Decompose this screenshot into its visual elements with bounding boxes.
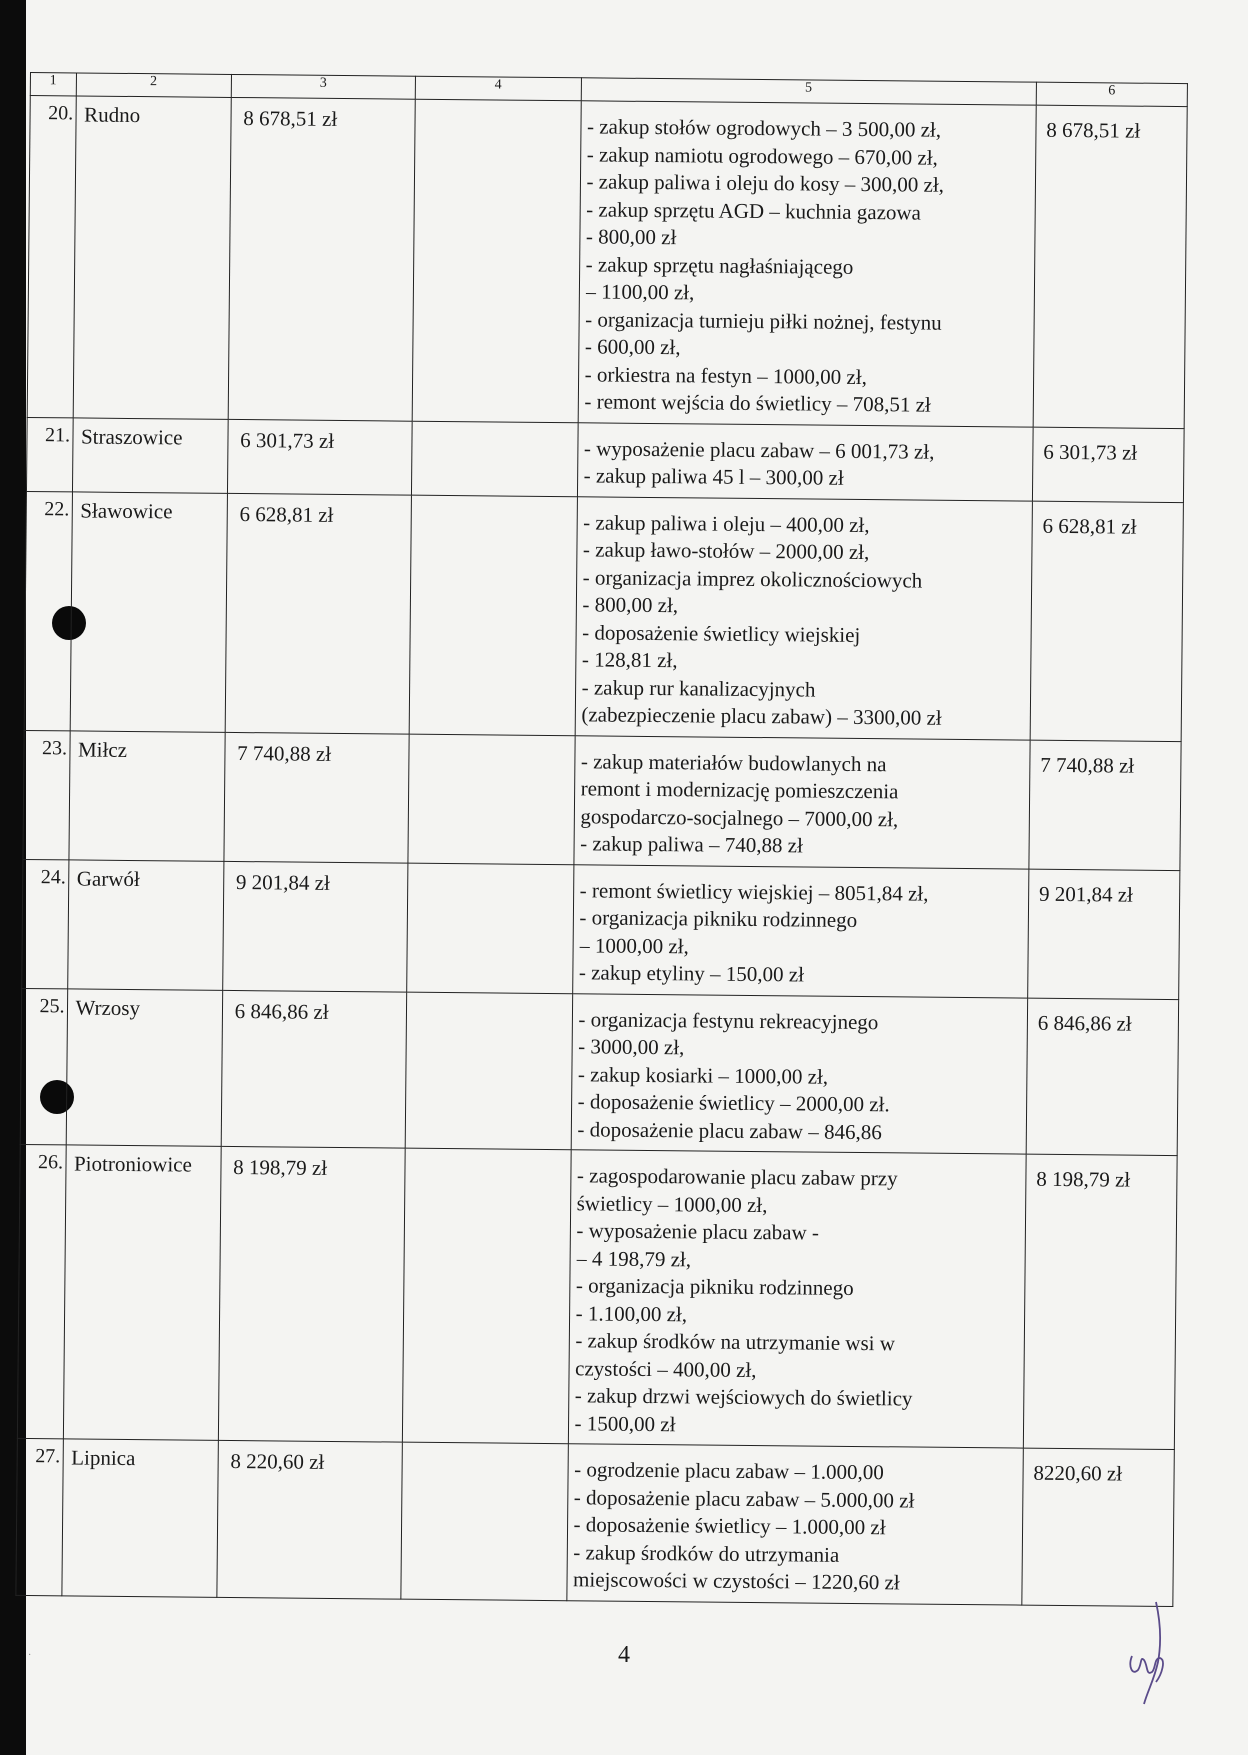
- allocated-amount: 7 740,88 zł: [224, 732, 409, 863]
- expense-item: - zakup namiotu ogrodowego – 670,00 zł,: [586, 141, 938, 170]
- village-name: Garwół: [67, 859, 223, 989]
- table-row: [27, 96, 1187, 429]
- expense-item: - organizacja turnieju piłki nożnej, festynu: [585, 306, 942, 335]
- table-row: [17, 1144, 1177, 1449]
- expense-item: - zakup ławo-stołów – 2000,00 zł,: [582, 537, 870, 565]
- allocated-amount: 9 201,84 zł: [222, 861, 407, 992]
- table-row: [26, 417, 1184, 502]
- row-number: 21.: [26, 417, 72, 491]
- village-name: Wrzosy: [66, 988, 223, 1146]
- expense-item: - doposażenie świetlicy wiejskiej: [582, 619, 861, 647]
- total-amount: 6 628,81 zł: [1030, 501, 1183, 741]
- expense-item: - remont wejścia do świetlicy – 708,51 zł: [584, 389, 931, 417]
- expense-item: – 4 198,79 zł,: [576, 1245, 692, 1271]
- empty-cell: [405, 992, 572, 1150]
- allocated-amount: 8 220,60 zł: [217, 1440, 403, 1598]
- expense-list: [571, 993, 1028, 1154]
- total-amount: 6 301,73 zł: [1032, 427, 1184, 502]
- total-amount: 9 201,84 zł: [1028, 869, 1180, 999]
- expense-item: czystości – 400,00 zł,: [575, 1355, 757, 1382]
- expense-item: - 128,81 zł,: [581, 647, 678, 673]
- allocated-amount: 6 301,73 zł: [227, 419, 412, 495]
- expense-item: - zakup środków na utrzymanie wsi w: [575, 1328, 896, 1356]
- table-row: [20, 988, 1178, 1156]
- expense-item: remont i modernizację pomieszczenia: [580, 776, 899, 804]
- expense-item: - wyposażenie placu zabaw -: [576, 1218, 820, 1245]
- column-header-2: 2: [76, 73, 231, 97]
- total-amount: 8220,60 zł: [1022, 1448, 1175, 1606]
- expense-item: - ogrodzenie placu zabaw – 1.000,00: [574, 1457, 884, 1485]
- expense-item: - zakup kosiarki – 1000,00 zł,: [577, 1061, 829, 1089]
- expense-item: (zabezpieczenie placu zabaw) – 3300,00 zł: [581, 702, 942, 730]
- expense-list: [572, 864, 1029, 997]
- empty-cell: [401, 1442, 568, 1600]
- expense-item: gospodarczo-socjalnego – 7000,00 zł,: [580, 803, 899, 831]
- village-name: Piotroniowice: [63, 1145, 221, 1440]
- total-amount: 8 198,79 zł: [1023, 1154, 1177, 1449]
- expense-item: - zakup stołów ogrodowych – 3 500,00 zł,: [586, 114, 942, 142]
- expense-item: - organizacja imprez okolicznościowych: [582, 564, 923, 593]
- expense-item: - zakup materiałów budowlanych na: [580, 748, 887, 776]
- allocated-amount: 8 198,79 zł: [218, 1146, 405, 1442]
- expense-list: [573, 735, 1030, 868]
- village-name: Miłcz: [68, 730, 224, 860]
- empty-cell: [407, 863, 574, 994]
- expense-list: [575, 496, 1033, 739]
- row-number: 20.: [27, 96, 76, 418]
- village-name: Rudno: [73, 96, 231, 419]
- allocated-amount: 6 628,81 zł: [225, 493, 411, 734]
- expense-item: - doposażenie placu zabaw – 5.000,00 zł: [573, 1484, 915, 1513]
- expense-item: - zakup rur kanalizacyjnych: [581, 674, 816, 702]
- table-row: [22, 859, 1180, 999]
- budget-table: [15, 72, 1188, 1607]
- empty-cell: [411, 421, 577, 497]
- scan-speck: ·: [28, 1650, 32, 1661]
- empty-cell: [408, 734, 575, 865]
- expense-item: - zakup sprzętu AGD – kuchnia gazowa: [586, 196, 922, 225]
- village-name: Straszowice: [72, 417, 228, 492]
- expense-item: - remont świetlicy wiejskiej – 8051,84 zł,: [579, 877, 929, 906]
- expense-item: - organizacja pikniku rodzinnego: [579, 905, 858, 932]
- expense-item: - zakup sprzętu nagłaśniającego: [585, 251, 854, 279]
- column-header-4: 4: [415, 76, 581, 101]
- expense-item: - 1.100,00 zł,: [575, 1300, 688, 1326]
- expense-item: - 800,00 zł,: [582, 592, 679, 618]
- expense-item: - zakup paliwa i oleju – 400,00 zł,: [583, 509, 870, 537]
- expense-item: - zakup drzwi wejściowych do świetlicy: [574, 1383, 913, 1411]
- row-number: 23.: [23, 730, 70, 859]
- row-number: 22.: [24, 491, 72, 730]
- empty-cell: [402, 1148, 570, 1444]
- expense-item: - doposażenie placu zabaw – 846,86: [577, 1116, 882, 1144]
- expense-item: - zakup środków do utrzymania: [573, 1539, 840, 1567]
- table-row: [16, 1438, 1174, 1606]
- expense-list: [568, 1150, 1026, 1448]
- expense-item: - zagospodarowanie placu zabaw przy: [576, 1163, 898, 1191]
- allocated-amount: 8 678,51 zł: [228, 97, 415, 420]
- expense-item: - 600,00 zł,: [584, 334, 681, 360]
- row-number: 26.: [17, 1144, 65, 1438]
- expense-item: - orkiestra na festyn – 1000,00 zł,: [584, 361, 868, 389]
- row-number: 24.: [22, 859, 69, 988]
- column-header-6: 6: [1036, 82, 1187, 106]
- expense-item: świetlicy – 1000,00 zł,: [576, 1190, 768, 1217]
- expense-item: - zakup etyliny – 150,00 zł: [578, 960, 805, 987]
- allocated-amount: 6 846,86 zł: [221, 990, 407, 1148]
- total-amount: 7 740,88 zł: [1029, 740, 1181, 870]
- expense-item: – 1100,00 zł,: [585, 279, 695, 305]
- signature-scribble: [1118, 1600, 1188, 1715]
- expense-item: - doposażenie świetlicy – 2000,00 zł.: [577, 1089, 890, 1117]
- table-row: [23, 730, 1181, 870]
- column-header-5: 5: [581, 78, 1037, 105]
- empty-cell: [412, 99, 581, 422]
- expense-item: miejscowości w czystości – 1220,60 zł: [572, 1567, 900, 1595]
- column-header-1: 1: [30, 73, 76, 96]
- expense-list: [578, 101, 1036, 427]
- total-amount: 6 846,86 zł: [1026, 998, 1179, 1156]
- expense-item: - zakup paliwa i oleju do kosy – 300,00 zł,: [586, 169, 945, 197]
- expense-item: - zakup paliwa 45 l – 300,00 zł: [583, 463, 844, 490]
- village-name: Lipnica: [61, 1439, 218, 1597]
- empty-cell: [409, 495, 577, 736]
- page-number: 4: [618, 1642, 630, 1668]
- expense-item: - zakup paliwa – 740,88 zł: [580, 831, 804, 858]
- expense-item: - doposażenie świetlicy – 1.000,00 zł: [573, 1512, 886, 1540]
- expense-list: [566, 1444, 1023, 1605]
- village-name: Sławowice: [70, 491, 228, 731]
- expense-item: – 1000,00 zł,: [579, 932, 689, 958]
- total-amount: 8 678,51 zł: [1033, 105, 1187, 428]
- expense-item: - organizacja pikniku rodzinnego: [575, 1273, 854, 1300]
- expense-item: - organizacja festynu rekreacyjnego: [578, 1006, 879, 1034]
- expense-item: - 800,00 zł: [585, 224, 677, 250]
- table-row: [24, 491, 1183, 741]
- expense-item: - 1500,00 zł: [574, 1410, 676, 1436]
- expense-list: [577, 422, 1033, 500]
- expense-item: - wyposażenie placu zabaw – 6 001,73 zł,: [583, 435, 935, 464]
- row-number: 27.: [16, 1438, 63, 1595]
- expense-item: - 3000,00 zł,: [578, 1034, 685, 1060]
- row-number: 25.: [20, 988, 67, 1145]
- column-header-3: 3: [231, 74, 415, 99]
